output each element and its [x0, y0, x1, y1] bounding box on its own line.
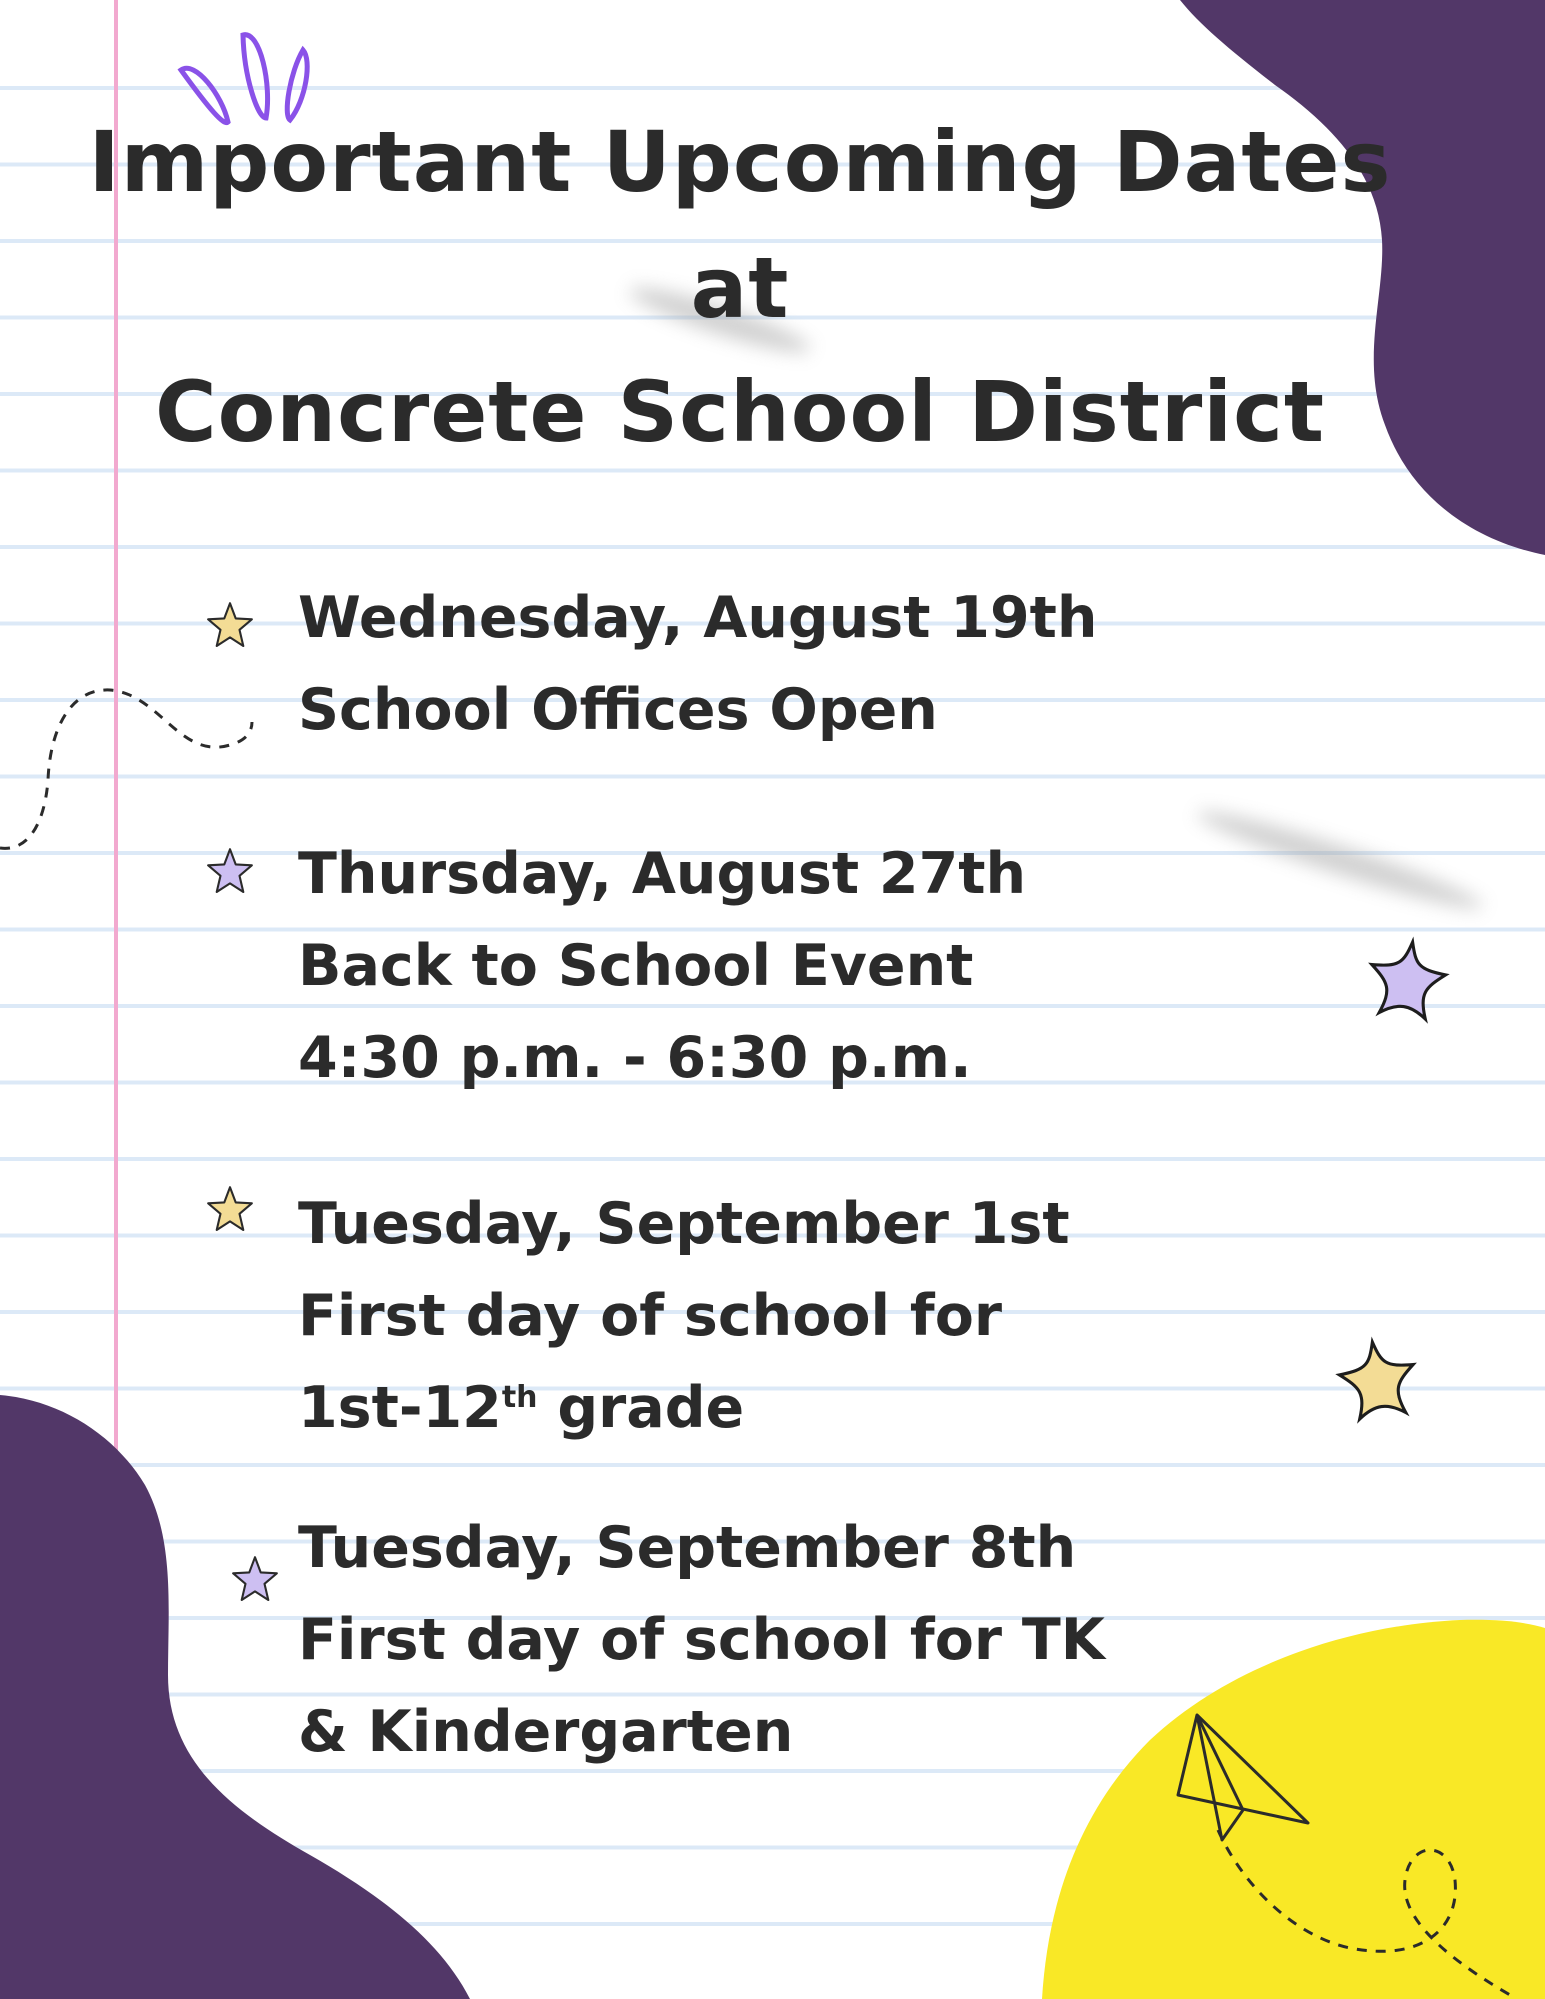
event-date: Tuesday, September 1st [298, 1191, 1070, 1257]
title-line-1: Important Upcoming Dates [88, 113, 1392, 211]
event-description: First day of school for [298, 1283, 1002, 1349]
star-icon [208, 849, 252, 892]
event-description: Back to School Event [298, 933, 974, 999]
title-line-2: at [690, 239, 790, 337]
star-icon [208, 1187, 252, 1230]
event-date: Tuesday, September 8th [298, 1515, 1077, 1581]
event-description-cont: & Kindergarten [298, 1699, 794, 1765]
star-icon [233, 1557, 277, 1600]
event-date: Wednesday, August 19th [298, 585, 1098, 651]
event-time: 4:30 p.m. - 6:30 p.m. [298, 1025, 972, 1091]
shadow-streak [1193, 800, 1487, 919]
star-icon [208, 603, 252, 646]
event-item [298, 572, 1097, 756]
grade-word: grade [537, 1375, 745, 1441]
event-description: School Offices Open [298, 677, 938, 743]
event-grade [298, 1362, 1070, 1454]
grade-range: 1st-12 [298, 1375, 502, 1441]
event-item [298, 1178, 1070, 1454]
star-icon [1336, 1337, 1420, 1421]
sparkle-icon [181, 35, 307, 123]
title-line-3: Concrete School District [154, 363, 1326, 461]
star-icon [1365, 937, 1449, 1021]
event-item [298, 1502, 1105, 1778]
event-item [298, 828, 1026, 1104]
event-date: Thursday, August 27th [298, 841, 1027, 907]
dashed-swirl-icon [0, 690, 252, 848]
event-description: First day of school for TK [298, 1607, 1105, 1673]
grade-suffix: th [501, 1380, 538, 1415]
